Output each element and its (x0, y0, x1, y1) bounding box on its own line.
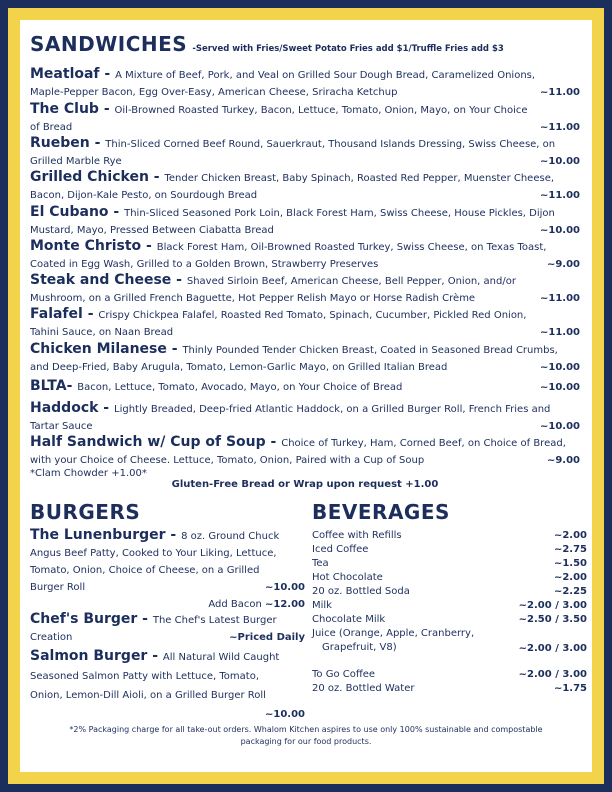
item-description: Thinly Pounded Tender Chicken Breast, Coated in Seasoned Bread Crumbs, (182, 345, 558, 356)
item-name: Falafel (30, 306, 83, 322)
beverage-row: Hot Chocolate ~2.00 (312, 572, 587, 583)
beverage-row: Tea ~1.50 (312, 558, 587, 569)
beverage-price: ~1.50 (553, 558, 587, 569)
beverage-row: 20 oz. Bottled Soda ~2.25 (312, 586, 587, 597)
item-name: Rueben (30, 135, 90, 151)
beverage-row: Chocolate Milk ~2.50 / 3.50 (312, 614, 587, 625)
item-description: Crispy Chickpea Falafel, Roasted Red Tomato, Spinach, Cucumber, Pickled Red Onion, (98, 310, 527, 321)
item-name: Half Sandwich w/ Cup of Soup (30, 434, 266, 450)
beverage-row: Iced Coffee ~2.75 (312, 544, 587, 555)
burgers-title: BURGERS (30, 500, 141, 524)
menu-item-steak-and-cheese: Steak and Cheese - Shaved Sirloin Beef, American Cheese, Bell Pepper, Onion, and/or Mushroom, on a Grilled French Baguette, Hot Pepper Relish Mayo or Horse Radish Crème ~11.00 (30, 272, 580, 307)
menu-item-rueben: Rueben - Thin-Sliced Corned Beef Round, Sauerkraut, Thousand Islands Dressing, Swiss Cheese, on Grilled Marble Rye ~10.00 (30, 135, 580, 170)
beverage-row: To Go Coffee ~2.00 / 3.00 (312, 669, 587, 680)
menu-item-the-club: The Club - Oil-Browned Roasted Turkey, Bacon, Lettuce, Tomato, Onion, Mayo, on Your Choice of Bread ~11.00 (30, 101, 580, 136)
item-description: Choice of Turkey, Ham, Corned Beef, on Choice of Bread, (281, 438, 566, 449)
item-price: ~11.00 (539, 86, 580, 98)
beverage-row: Milk ~2.00 / 3.00 (312, 600, 587, 611)
beverage-row: Coffee with Refills ~2.00 (312, 530, 587, 541)
item-description: All Natural Wild Caught (162, 652, 280, 663)
item-name: El Cubano (30, 204, 109, 220)
item-price: ~11.00 (539, 292, 580, 304)
item-name: Steak and Cheese (30, 272, 172, 288)
clam-chowder-note: *Clam Chowder +1.00* (30, 468, 147, 479)
beverage-row-juice: Juice (Orange, Apple, Cranberry, Grapefruit, V8) ~2.00 / 3.00 (312, 628, 587, 654)
beverage-row: 20 oz. Bottled Water ~1.75 (312, 683, 587, 694)
item-description: Oil-Browned Roasted Turkey, Bacon, Lettuce, Tomato, Onion, Mayo, on Your Choice (114, 105, 528, 116)
item-description: Maple-Pepper Bacon, Egg Over-Easy, American Cheese, Sriracha Ketchup (30, 86, 398, 98)
item-price: ~Priced Daily (229, 632, 305, 643)
item-name: Salmon Burger (30, 648, 148, 664)
item-price: ~9.00 (546, 258, 580, 270)
menu-item-half-sandwich-soup: Half Sandwich w/ Cup of Soup - Choice of Turkey, Ham, Corned Beef, on Choice of Bread, with your Choice of Cheese. Lettuce, Tomato, Onion, Paired with a Cup of Soup ~9.00 (30, 434, 580, 469)
item-price: ~10.00 (539, 382, 580, 393)
item-description: Shaved Sirloin Beef, American Cheese, Bell Pepper, Onion, and/or (186, 276, 516, 287)
item-description: A Mixture of Beef, Pork, and Veal on Grilled Sour Dough Bread, Caramelized Onions, (115, 70, 536, 81)
beverage-price: ~2.00 / 3.00 (518, 642, 587, 654)
item-description: Creation (30, 632, 73, 643)
item-description: with your Choice of Cheese. Lettuce, Tomato, Onion, Paired with a Cup of Soup (30, 454, 425, 466)
item-price: ~10.00 (539, 155, 580, 167)
menu-item-haddock: Haddock - Lightly Breaded, Deep-fried Atlantic Haddock, on a Grilled Burger Roll, French Fries and Tartar Sauce ~10.00 (30, 400, 580, 435)
item-price: ~9.00 (546, 454, 580, 466)
menu-item-salmon-burger: Salmon Burger - All Natural Wild Caught Seasoned Salmon Patty with Lettuce, Tomato, Onion, Lemon-Dill Aioli, on a Grilled Burger Roll ~10.00 (30, 647, 305, 724)
beverage-price: ~2.50 / 3.50 (518, 614, 587, 625)
menu-item-el-cubano: El Cubano - Thin-Sliced Seasoned Pork Loin, Black Forest Ham, Swiss Cheese, House Pickles, Dijon Mustard, Mayo, Pressed Between Ciabatta Bread ~10.00 (30, 204, 580, 239)
item-description: Lightly Breaded, Deep-fried Atlantic Haddock, on a Grilled Burger Roll, French Fries and (114, 404, 551, 415)
item-name: Grilled Chicken (30, 169, 149, 185)
item-price: ~10.00 (264, 709, 305, 720)
beverage-price: ~2.00 (553, 572, 587, 583)
item-name: Chicken Milanese (30, 341, 167, 357)
item-name: The Lunenburger (30, 527, 166, 543)
beverage-price: ~2.75 (553, 544, 587, 555)
beverage-price: ~2.25 (553, 586, 587, 597)
sandwiches-header (30, 32, 590, 56)
item-price: ~10.00 (264, 582, 305, 593)
item-description: Black Forest Ham, Oil-Browned Roasted Turkey, Swiss Cheese, on Texas Toast, (156, 242, 547, 253)
sandwiches-title: SANDWICHES (30, 32, 188, 56)
item-description: Tender Chicken Breast, Baby Spinach, Roasted Red Pepper, Muenster Cheese, (164, 173, 555, 184)
item-name: BLTA (30, 378, 67, 394)
gluten-free-note: Gluten-Free Bread or Wrap upon request +1.00 (171, 479, 439, 490)
item-description: Grilled Marble Rye (30, 155, 122, 167)
item-description: Seasoned Salmon Patty with Lettuce, Tomato, (30, 671, 259, 682)
item-price: ~10.00 (539, 361, 580, 373)
item-description: Tomato, Onion, Choice of Cheese, on a Grilled (30, 565, 260, 576)
item-description: Tahini Sauce, on Naan Bread (30, 326, 174, 338)
menu-item-chefs-burger: Chef's Burger - The Chef's Latest Burger Creation ~Priced Daily (30, 611, 305, 646)
item-description: Coated in Egg Wash, Grilled to a Golden Brown, Strawberry Preserves (30, 258, 379, 270)
addon-price: ~12.00 (264, 599, 305, 610)
menu-item-grilled-chicken: Grilled Chicken - Tender Chicken Breast, Baby Spinach, Roasted Red Pepper, Muenster Cheese, Bacon, Dijon-Kale Pesto, on Sourdough Bread ~11.00 (30, 169, 580, 204)
menu-item-monte-christo: Monte Christo - Black Forest Ham, Oil-Browned Roasted Turkey, Swiss Cheese, on Texas Toast, Coated in Egg Wash, Grilled to a Golden Brown, Strawberry Preserves ~9.00 (30, 238, 580, 273)
item-description: Tartar Sauce (30, 420, 93, 432)
beverage-price: ~2.00 (553, 530, 587, 541)
item-description: Thin-Sliced Corned Beef Round, Sauerkraut, Thousand Islands Dressing, Swiss Cheese, on (105, 139, 556, 150)
menu-item-chicken-milanese: Chicken Milanese - Thinly Pounded Tender Chicken Breast, Coated in Seasoned Bread Crumbs, and Deep-Fried, Baby Arugula, Tomato, Lemon-Garlic Mayo, on Grilled Italian Bread ~10.00 (30, 341, 580, 376)
item-description: 8 oz. Ground Chuck (181, 531, 280, 542)
item-description: Bacon, Dijon-Kale Pesto, on Sourdough Bread (30, 189, 258, 201)
item-price: ~11.00 (539, 189, 580, 201)
item-price: ~11.00 (539, 326, 580, 338)
addon-label: Add Bacon (208, 599, 262, 610)
item-description: and Deep-Fried, Baby Arugula, Tomato, Lemon-Garlic Mayo, on Grilled Italian Bread (30, 361, 448, 373)
item-description: Angus Beef Patty, Cooked to Your Liking, Lettuce, (30, 548, 277, 559)
menu-item-lunenburger: The Lunenburger - 8 oz. Ground Chuck Angus Beef Patty, Cooked to Your Liking, Lettuce, Tomato, Onion, Choice of Cheese, on a Grilled Burger Roll ~10.00 Add Bacon ~12.00 (30, 527, 305, 610)
menu-item-falafel: Falafel - Crispy Chickpea Falafel, Roasted Red Tomato, Spinach, Cucumber, Pickled Red Onion, Tahini Sauce, on Naan Bread ~11.00 (30, 306, 580, 341)
item-description: Bacon, Lettuce, Tomato, Avocado, Mayo, on Your Choice of Bread (77, 382, 403, 393)
beverage-price: ~2.00 / 3.00 (518, 600, 587, 611)
item-description: The Chef's Latest Burger (152, 615, 277, 626)
item-description: Mustard, Mayo, Pressed Between Ciabatta Bread (30, 224, 274, 236)
menu-item-meatloaf: Meatloaf - A Mixture of Beef, Pork, and Veal on Grilled Sour Dough Bread, Caramelized Onions, Maple-Pepper Bacon, Egg Over-Easy, American Cheese, Sriracha Ketchup ~11.00 (30, 66, 580, 101)
beverages-title: BEVERAGES (312, 500, 450, 524)
beverage-price: ~1.75 (553, 683, 587, 694)
item-price: ~10.00 (539, 224, 580, 236)
item-description: Burger Roll (30, 582, 86, 593)
footer-note: *2% Packaging charge for all take-out orders. Whalom Kitchen aspires to use only 100% sustainable and compostable packaging for our food products. (69, 725, 543, 746)
item-price: ~11.00 (539, 121, 580, 133)
item-name: Monte Christo (30, 238, 142, 254)
beverage-price: ~2.00 / 3.00 (518, 669, 587, 680)
item-name: Meatloaf (30, 66, 100, 82)
item-name: The Club (30, 101, 99, 117)
item-name: Chef's Burger (30, 611, 138, 627)
item-description: Thin-Sliced Seasoned Pork Loin, Black Forest Ham, Swiss Cheese, House Pickles, Dijon (124, 208, 555, 219)
sandwiches-subtitle: -Served with Fries/Sweet Potato Fries add $1/Truffle Fries add $3 (192, 44, 504, 54)
item-price: ~10.00 (539, 420, 580, 432)
menu-item-blta: BLTA- Bacon, Lettuce, Tomato, Avocado, Mayo, on Your Choice of Bread ~10.00 (30, 378, 580, 397)
item-name: Haddock (30, 400, 99, 416)
item-description: Onion, Lemon-Dill Aioli, on a Grilled Burger Roll (30, 690, 266, 701)
item-description: of Bread (30, 121, 73, 133)
item-description: Mushroom, on a Grilled French Baguette, Hot Pepper Relish Mayo or Horse Radish Crème (30, 292, 476, 304)
